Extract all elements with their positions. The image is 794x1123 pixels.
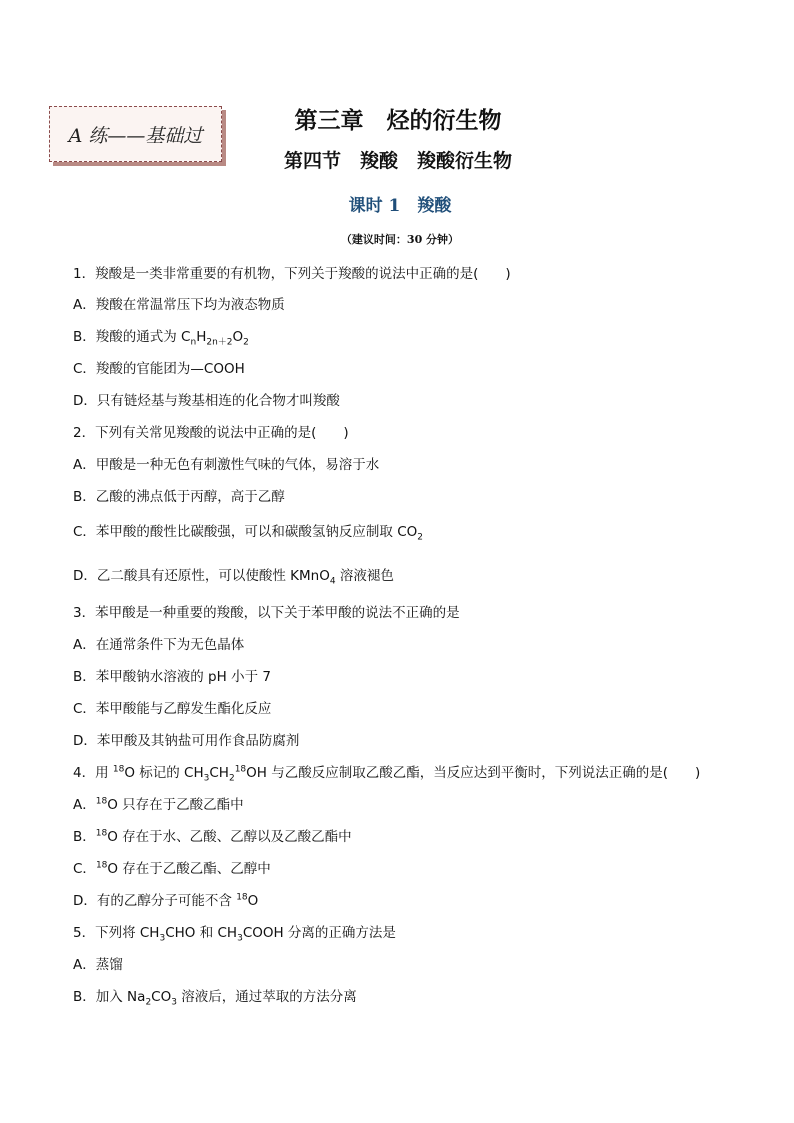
- q4-stem: 4．用 $^{18}$O 标记的 $CH_3CH_2^{18}OH$ 与乙酸反应制取乙酸乙酯，当反应达到平衡时，下列说法正确的是( ): [73, 764, 701, 784]
- badge-label: A 练——基础过: [68, 125, 203, 147]
- q2-option-b: B．乙酸的沸点低于丙醇，高于乙醇: [73, 489, 285, 505]
- q1-option-d: D．只有链烃基与羧基相连的化合物才叫羧酸: [73, 393, 340, 409]
- q4-option-c: C．$^{18}$O 存在于乙酸乙酯、乙醇中: [73, 860, 271, 877]
- q2-option-a: A．甲酸是一种无色有刺激性气味的气体，易溶于水: [73, 457, 380, 473]
- q3-option-b: B．苯甲酸钠水溶液的 pH 小于 7: [73, 669, 271, 685]
- q1-option-b: B．羧酸的通式为 $C_nH_{2n+2}O_2$: [73, 329, 249, 348]
- practice-level-badge: [49, 106, 222, 162]
- q2-option-d: D．乙二酸具有还原性，可以使酸性 KMnO$_4$ 溶液褪色: [73, 568, 394, 587]
- q4-option-a: A．$^{18}$O 只存在于乙酸乙酯中: [73, 796, 244, 813]
- suggested-time: （建议时间：30 分钟）: [340, 233, 460, 246]
- lesson-title: 课时 1 羧酸: [348, 196, 452, 216]
- q5-stem: 5．下列将 $CH_3CHO$ 和 $CH_3COOH$ 分离的正确方法是: [73, 925, 396, 944]
- chapter-title: 第三章 烃的衍生物: [294, 107, 502, 134]
- q4-option-b: B．$^{18}$O 存在于水、乙酸、乙醇以及乙酸乙酯中: [73, 828, 352, 845]
- q3-stem: 3．苯甲酸是一种重要的羧酸，以下关于苯甲酸的说法不正确的是: [73, 605, 460, 621]
- q4-option-d: D．有的乙醇分子可能不含 $^{18}$O: [73, 892, 259, 909]
- section-title: 第四节 羧酸 羧酸衍生物: [283, 150, 512, 172]
- q1-option-a: A．羧酸在常温常压下均为液态物质: [73, 297, 285, 313]
- q3-option-d: D．苯甲酸及其钠盐可用作食品防腐剂: [73, 733, 300, 749]
- q2-option-c: C．苯甲酸的酸性比碳酸强，可以和碳酸氢钠反应制取 $CO_2$: [73, 524, 424, 543]
- q1-option-c: C．羧酸的官能团为—COOH: [73, 361, 245, 377]
- q3-option-c: C．苯甲酸能与乙醇发生酯化反应: [73, 701, 272, 717]
- q5-option-a: A．蒸馏: [73, 957, 123, 973]
- q5-option-b: B．加入 $Na_2CO_3$ 溶液后，通过萃取的方法分离: [73, 989, 357, 1008]
- q2-stem: 2．下列有关常见羧酸的说法中正确的是( ): [73, 425, 349, 441]
- q3-option-a: A．在通常条件下为无色晶体: [73, 637, 245, 653]
- q1-stem: 1．羧酸是一类非常重要的有机物，下列关于羧酸的说法中正确的是( ): [73, 266, 511, 282]
